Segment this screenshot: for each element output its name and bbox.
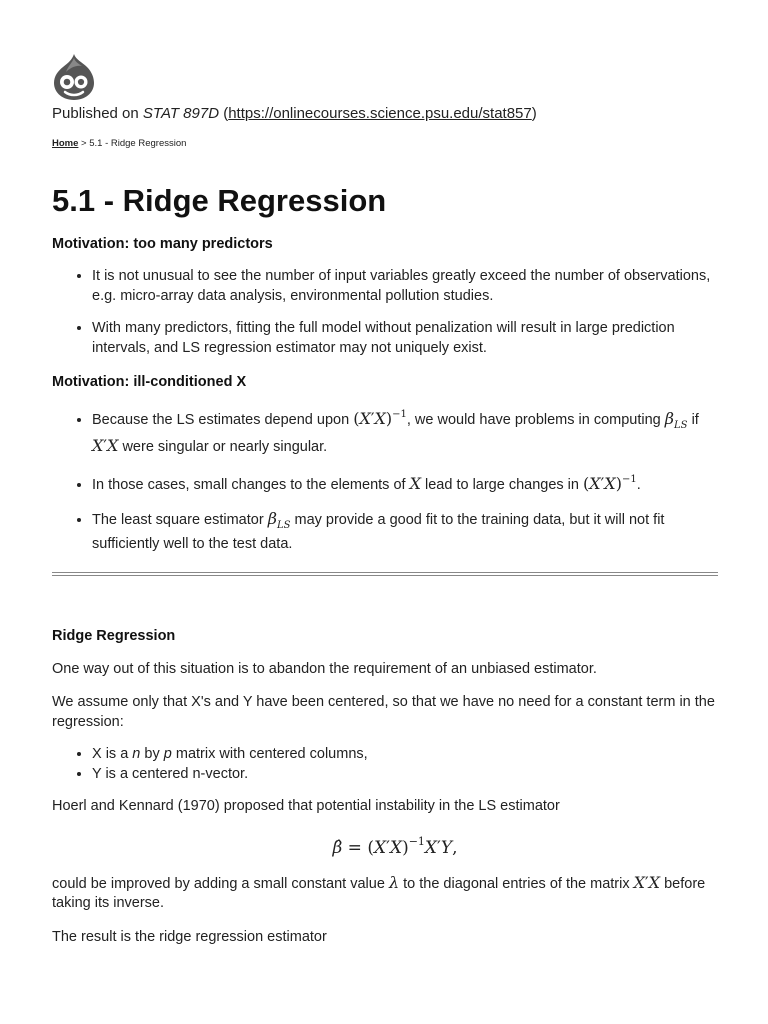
list-item (92, 509, 718, 555)
list-item (92, 470, 718, 496)
open-paren: ( (223, 105, 229, 122)
list-item: • Y is a centered n-vector. (92, 765, 718, 785)
list-item (92, 745, 718, 765)
motivation-predictors-list (52, 267, 718, 358)
breadcrumb-current: 5.1 - Ridge Regression (89, 138, 187, 149)
list-item: • With many predictors, fitting the full model without penalization will result in large prediction intervals, and LS regression estimator may not uniquely exist. (92, 319, 718, 358)
motivation-predictors-heading: Motivation: too many predictors (52, 236, 273, 252)
math-beta-ls: $\beta_{LS}$ (267, 508, 291, 531)
centered-assumptions-list (52, 745, 718, 784)
list-text: The least square estimator (92, 511, 264, 528)
close-paren: ) (531, 105, 537, 122)
paragraph: Hoerl and Kennard (1970) proposed that potential instability in the LS estimator (52, 798, 560, 814)
list-text: lead to large changes in (425, 477, 579, 493)
math-xtx-inverse: $(X'X)^{-1}$ (583, 474, 637, 493)
site-url-link[interactable]: https://onlinecourses.science.psu.edu/stat857 (228, 105, 532, 122)
paragraph-text: before taking its inverse. (52, 875, 706, 911)
math-xtx: X′X (633, 872, 661, 892)
page-content (52, 52, 718, 947)
math-beta-ls: $\beta_{LS}$ (664, 409, 688, 431)
breadcrumb-home-link[interactable]: Home (52, 138, 79, 149)
ls-estimator-formula: β̂ = $(X'X)^{-1}X'Y$, (332, 834, 458, 858)
list-item: • It is not unusual to see the number of input variables greatly exceed the number of observations, e.g. micro-array data analysis, environmental pollution studies. (92, 267, 718, 306)
section-divider (52, 572, 718, 576)
page-title: 5.1 - Ridge Regression (52, 183, 387, 218)
math-xtx: X′X (92, 435, 119, 455)
paragraph-text: could be improved by adding a small constant value (52, 875, 385, 892)
site-name: STAT 897D (142, 105, 220, 122)
ridge-regression-heading: Ridge Regression (52, 627, 176, 644)
motivation-ill-conditioned-heading: Motivation: ill-conditioned X (52, 374, 247, 390)
list-text: , we would have problems in computing (406, 412, 661, 428)
list-text: In those cases, small changes to the elements of (92, 477, 406, 493)
paragraph: We assume only that X's and Y have been centered, so that we have no need for a constant term in the regression: (52, 694, 715, 730)
drupal-logo-icon (52, 52, 96, 102)
list-text: X is a (92, 746, 129, 762)
math-x: X (409, 474, 421, 493)
list-text: Because the LS estimates depend upon (92, 412, 350, 428)
math-xtx-inverse: $(X'X)^{-1}$ (353, 409, 407, 428)
published-prefix: Published on (52, 105, 139, 122)
list-text: by (144, 746, 160, 762)
paragraph-text: to the diagonal entries of the matrix (403, 875, 630, 892)
paragraph (52, 873, 718, 914)
list-item (92, 405, 718, 457)
list-text: . (636, 477, 641, 493)
list-text: may provide a good fit to the training data, but it will not fit sufficiently well to the test data. (92, 511, 665, 552)
list-text: matrix with centered columns, (175, 746, 368, 762)
motivation-ill-conditioned-list (52, 405, 718, 555)
list-text: if (691, 412, 699, 428)
published-line (52, 104, 718, 124)
list-text: p (163, 746, 172, 762)
paragraph: The result is the ridge regression estimator (52, 928, 327, 945)
breadcrumb (52, 138, 718, 150)
paragraph: One way out of this situation is to abandon the requirement of an unbiased estimator. (52, 660, 597, 677)
breadcrumb-separator: > (81, 138, 87, 149)
list-text: were singular or nearly singular. (122, 438, 328, 455)
math-lambda: λ (388, 872, 400, 892)
list-text: n (132, 746, 141, 762)
